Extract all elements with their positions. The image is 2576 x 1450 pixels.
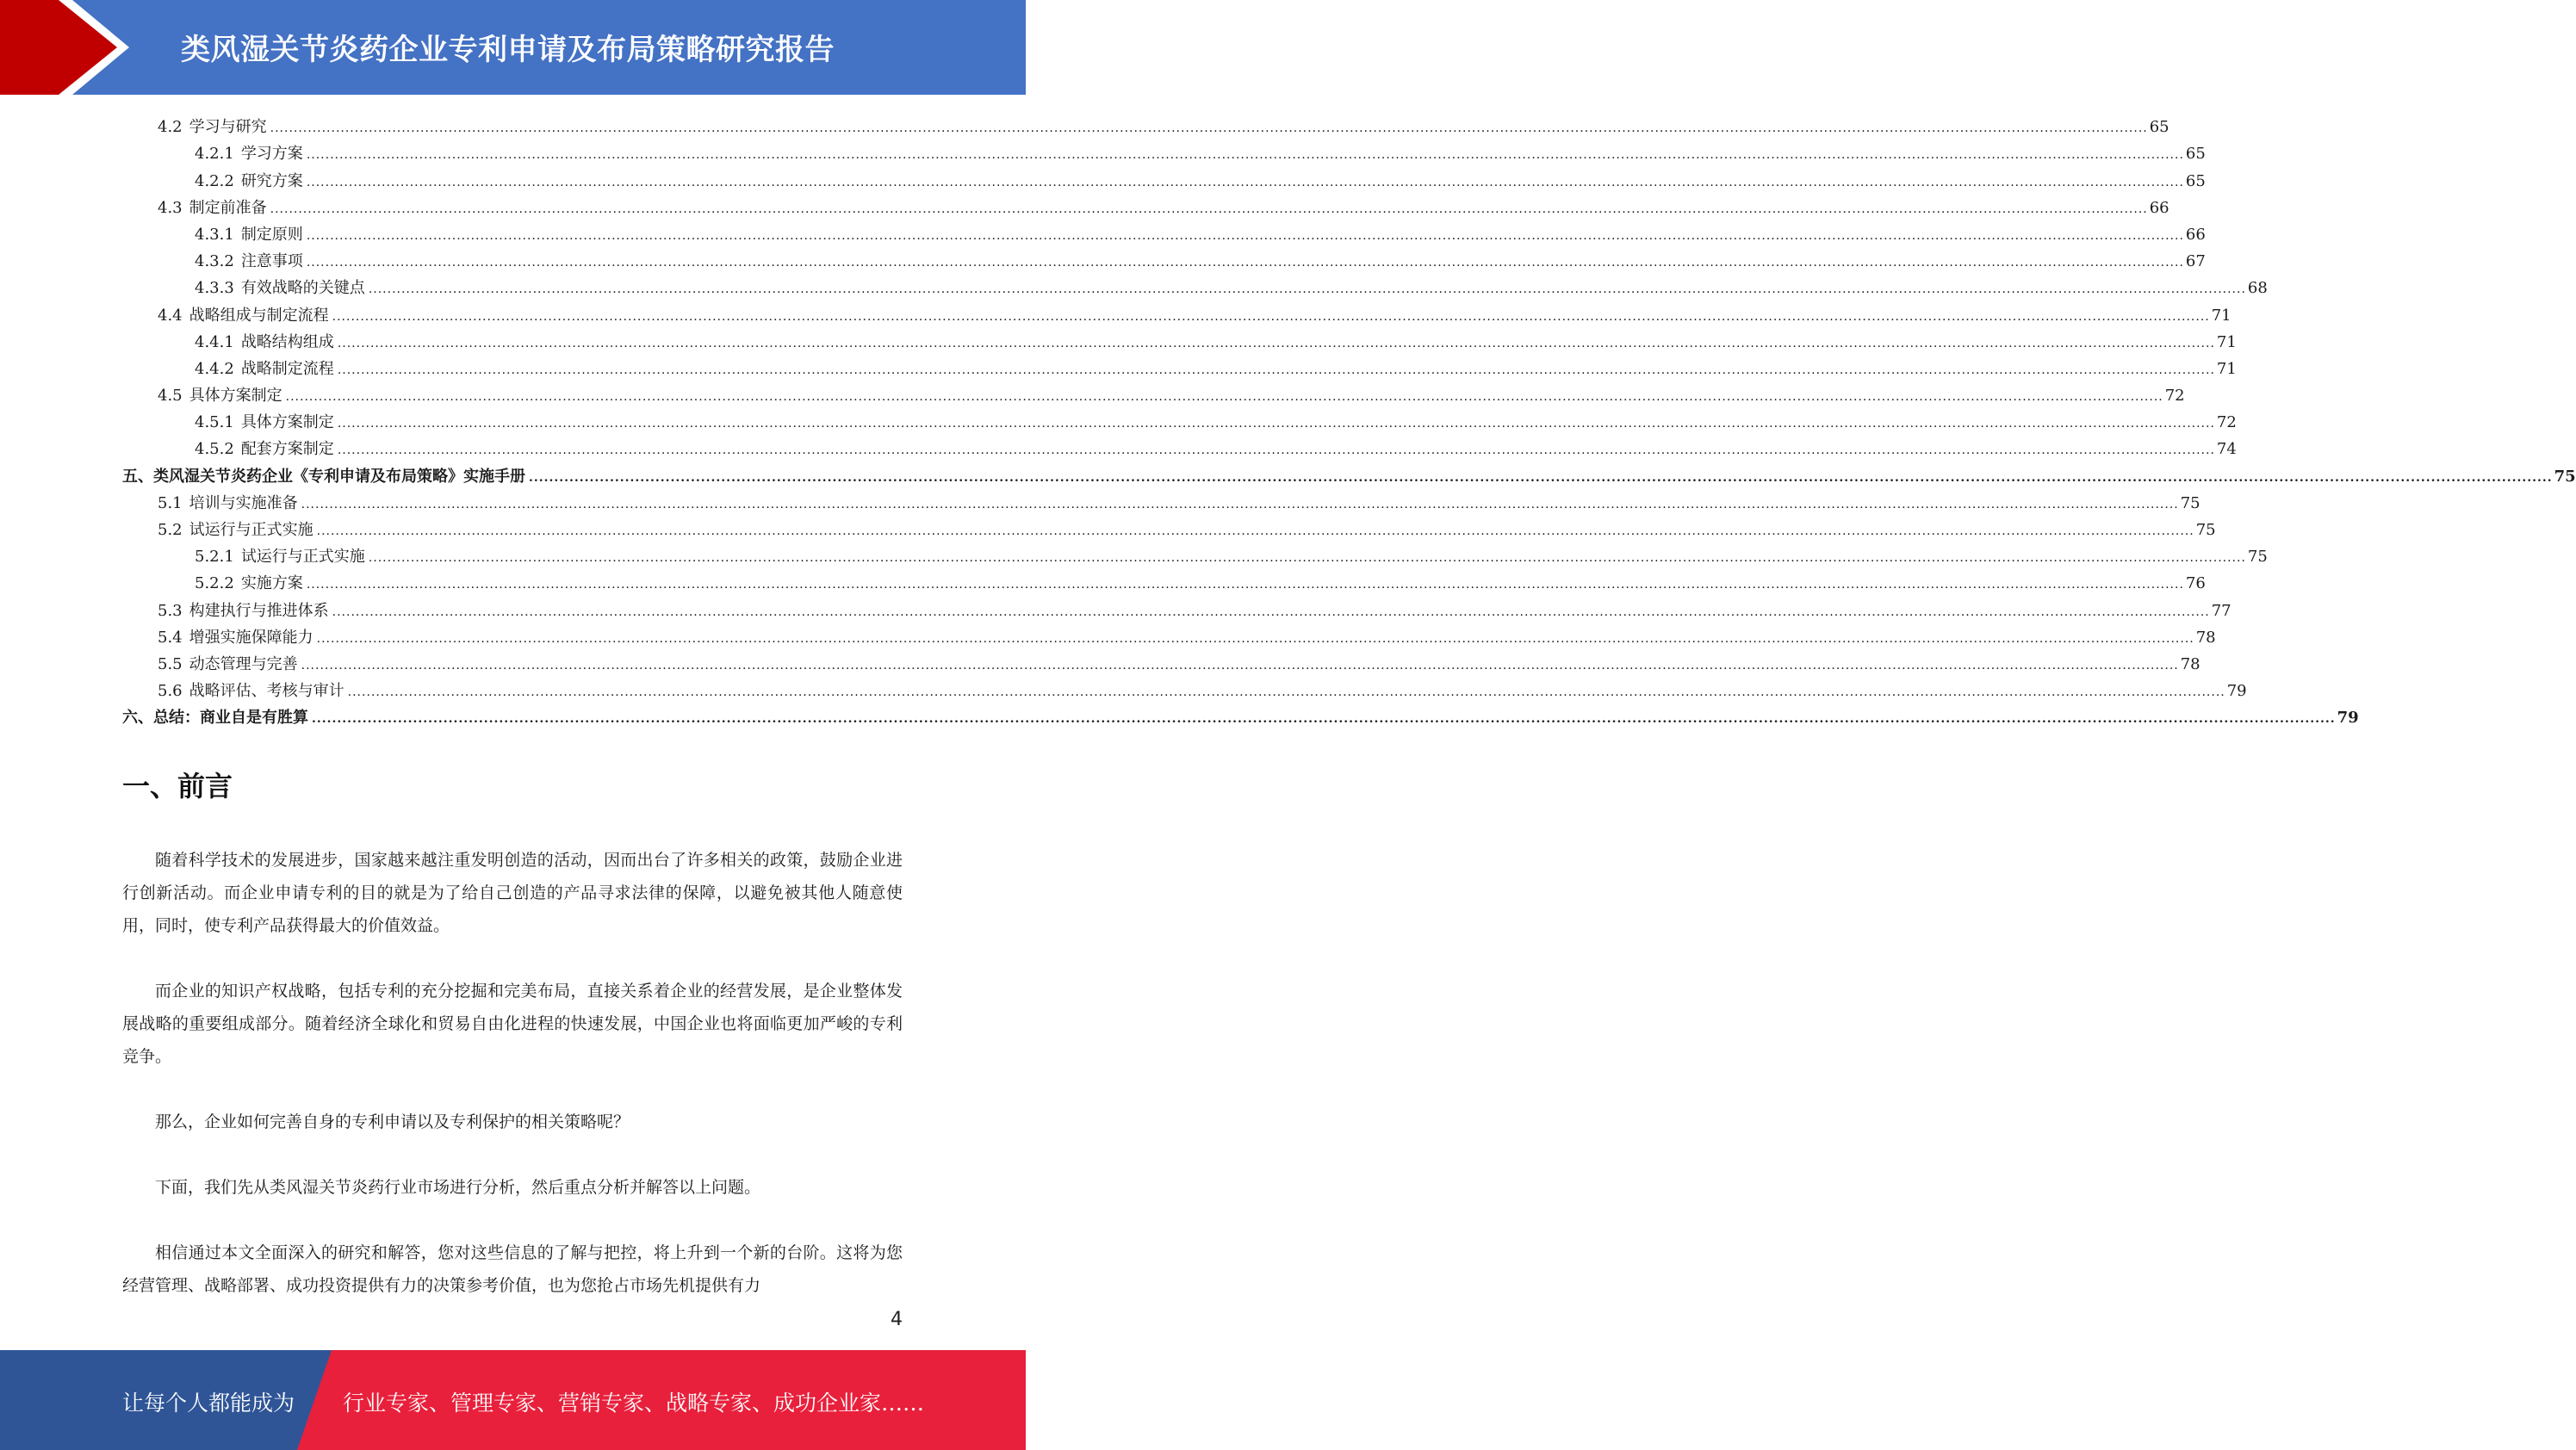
toc-entry-number: 4.3.2 [195,252,234,271]
toc-entry-title: 试运行与正式实施 [189,521,313,539]
toc-entry[interactable] [122,593,2231,620]
toc-entry-page: 66 [2185,225,2206,244]
toc-entry-number: 5.3 [158,601,183,620]
paragraph: 而企业的知识产权战略，包括专利的充分挖掘和完美布局，直接关系着企业的经营发展，是企业整体发展战略的重要组成部分。随着经济全球化和贸易自由化进程的快速发展，中国企业也将面临更加严峻的专利竞争。 [122,982,903,1066]
toc-entry-page: 71 [2216,332,2237,351]
toc-entry-page: 72 [2164,387,2185,406]
toc-entry-page: 77 [2211,601,2231,620]
toc-entry-number: 5.4 [158,628,183,647]
paragraph: 相信通过本文全面深入的研究和解答，您对这些信息的了解与把控，将上升到一个新的台阶。这将为您经营管理、战略部署、成功投资提供有力的决策参考价值，也为您抢占市场先机提供有力 [122,1243,903,1295]
toc-leader-dots: ................................................................................................................................................................................................................................................................................................................................................................................................................ [301,497,2179,511]
toc-entry[interactable] [122,379,2185,406]
toc-entry-page: 71 [2216,359,2237,378]
toc-entry-number: 5.1 [158,493,183,512]
toc-entry[interactable] [122,567,2206,593]
toc-entry-page: 71 [2211,306,2231,325]
section-title: 一、前言 [122,770,233,802]
toc-leader-dots: ................................................................................................................................................................................................................................................................................................................................................................................................................ [368,282,2246,297]
toc-entry-page: 72 [2216,413,2237,432]
report-title: 类风湿关节炎药企业专利申请及布局策略研究报告 [181,33,835,67]
toc-entry-page: 68 [2247,279,2268,298]
toc-entry-page: 66 [2149,198,2169,217]
toc-entry-number: 4.2.2 [195,171,234,190]
toc-entry-page: 79 [2337,709,2359,728]
toc-entry[interactable] [122,325,2237,352]
toc-entry-page: 75 [2180,493,2200,512]
toc-entry[interactable] [122,164,2206,190]
toc-entry[interactable] [122,540,2268,567]
toc-entry-number: 4.5.2 [195,440,234,459]
toc-entry-title: 学习方案 [240,145,303,164]
toc-entry-title: 增强实施保障能力 [189,628,313,647]
paragraph: 随着科学技术的发展进步，国家越来越注重发明创造的活动，因而出台了许多相关的政策，鼓励企业进行创新活动。而企业申请专利的目的就是为了给自己创造的产品寻求法律的保障，以避免被其他人随意使用，同时，使专利产品获得最大的价值效益。 [122,851,903,935]
toc-entry[interactable] [122,245,2206,271]
toc-leader-dots: ................................................................................................................................................................................................................................................................................................................................................................................................................ [306,175,2184,189]
toc-entry[interactable] [122,701,2359,728]
toc-entry-number: 4.5 [158,387,183,406]
toc-entry-title: 战略评估、考核与审计 [189,682,345,701]
toc-entry-title: 战略结构组成 [240,332,334,351]
toc-leader-dots: ................................................................................................................................................................................................................................................................................................................................................................................................................ [316,631,2194,646]
paragraph: 那么，企业如何完善自身的专利申请以及专利保护的相关策略呢？ [155,1112,630,1131]
toc-leader-dots: ................................................................................................................................................................................................................................................................................................................................................................................................................ [337,417,2215,431]
toc-entry-title: 动态管理与完善 [189,654,298,673]
toc-leader-dots: ................................................................................................................................................................................................................................................................................................................................................................................................................ [306,148,2184,163]
toc-entry-page: 78 [2195,628,2216,647]
toc-entry-title: 注意事项 [240,252,303,271]
footer-slogan-left: 让每个人都能成为 [122,1391,295,1416]
body-text [122,844,903,1302]
toc-entry-number: 5.2.2 [195,574,234,593]
toc-entry-page: 79 [2226,682,2247,701]
toc-leader-dots: ................................................................................................................................................................................................................................................................................................................................................................................................................ [285,390,2163,405]
toc-leader-dots: ................................................................................................................................................................................................................................................................................................................................................................................................................ [270,201,2148,216]
toc-leader-dots: ................................................................................................................................................................................................................................................................................................................................................................................................................ [529,470,2553,485]
toc-leader-dots: ................................................................................................................................................................................................................................................................................................................................................................................................................ [347,685,2225,700]
toc-entry-number: 5.2.1 [195,548,234,567]
toc-entry-title: 具体方案制定 [240,413,334,432]
toc-entry[interactable] [122,191,2169,218]
toc-entry-title: 具体方案制定 [189,387,282,406]
toc-leader-dots: ................................................................................................................................................................................................................................................................................................................................................................................................................ [337,443,2215,458]
toc-entry-title: 制定前准备 [189,198,267,217]
toc-entry[interactable] [122,271,2268,298]
toc-entry-number: 5.5 [158,654,183,673]
toc-entry-number: 4.2.1 [195,145,234,164]
toc-leader-dots: ................................................................................................................................................................................................................................................................................................................................................................................................................ [337,362,2215,377]
toc-entry-number: 4.5.1 [195,413,234,432]
toc-leader-dots: ................................................................................................................................................................................................................................................................................................................................................................................................................ [301,658,2179,672]
toc-entry-title: 制定原则 [240,225,303,244]
toc-entry-page: 65 [2185,171,2206,190]
toc-leader-dots: ................................................................................................................................................................................................................................................................................................................................................................................................................ [306,228,2184,243]
toc-leader-dots: ................................................................................................................................................................................................................................................................................................................................................................................................................ [270,121,2148,136]
toc-entry-number: 5.2 [158,521,183,539]
toc-entry-title: 构建执行与推进体系 [189,601,329,620]
page-number: 4 [891,1309,903,1330]
toc-entry[interactable] [122,298,2231,325]
toc-entry-page: 67 [2185,252,2206,271]
toc-entry-page: 75 [2195,521,2216,539]
toc-entry-number: 4.3.3 [195,279,234,298]
toc-leader-dots: ................................................................................................................................................................................................................................................................................................................................................................................................................ [316,524,2194,538]
toc-entry[interactable] [122,352,2237,379]
toc-leader-dots: ................................................................................................................................................................................................................................................................................................................................................................................................................ [368,551,2246,566]
toc-entry-number: 4.3 [158,198,183,217]
page-header [0,0,1026,95]
toc-entry-title: 实施方案 [240,574,303,593]
paragraph: 下面，我们先从类风湿关节炎药行业市场进行分析，然后重点分析并解答以上问题。 [155,1178,761,1197]
footer-slogan-right: 行业专家、管理专家、营销专家、战略专家、成功企业家…… [343,1391,925,1416]
toc-leader-dots: ................................................................................................................................................................................................................................................................................................................................................................................................................ [306,256,2184,270]
toc-entry-title: 战略制定流程 [240,359,334,378]
toc-entry-page: 65 [2149,118,2169,137]
toc-entry[interactable] [122,110,2169,137]
toc-entry-number: 4.3.1 [195,225,234,244]
toc-entry-page: 76 [2185,574,2206,593]
toc-entry[interactable] [122,674,2247,701]
toc-entry-title: 培训与实施准备 [189,493,298,512]
toc-entry-title: 试运行与正式实施 [240,548,365,567]
toc-entry-title: 研究方案 [240,171,303,190]
toc-entry-title: 配套方案制定 [240,440,334,459]
toc-entry-page: 75 [2554,467,2576,486]
toc-leader-dots: ................................................................................................................................................................................................................................................................................................................................................................................................................ [332,604,2210,619]
toc-entry[interactable] [122,137,2206,164]
toc-entry-page: 75 [2247,548,2268,567]
toc-leader-dots: ................................................................................................................................................................................................................................................................................................................................................................................................................ [337,336,2215,350]
toc-entry-title: 五、类风湿关节炎药企业《专利申请及布局策略》实施手册 [122,467,525,486]
toc-entry[interactable] [122,459,2576,486]
toc-entry-title: 六、总结：商业自是有胜算 [122,709,308,728]
toc-entry-number: 5.6 [158,682,183,701]
toc-entry[interactable] [122,432,2237,459]
toc-entry-number: 4.4 [158,306,183,325]
toc-entry[interactable] [122,648,2200,674]
table-of-contents [122,110,2576,728]
toc-entry-page: 65 [2185,145,2206,164]
toc-entry[interactable] [122,406,2237,432]
toc-entry[interactable] [122,218,2206,245]
toc-entry-number: 4.2 [158,118,183,137]
toc-entry[interactable] [122,513,2216,540]
toc-entry-title: 学习与研究 [189,118,267,137]
toc-entry-title: 战略组成与制定流程 [189,306,329,325]
toc-entry[interactable] [122,621,2216,648]
page-footer [0,1350,1026,1450]
toc-leader-dots: ................................................................................................................................................................................................................................................................................................................................................................................................................ [332,309,2210,324]
toc-entry[interactable] [122,486,2200,513]
toc-entry-number: 4.4.2 [195,359,234,378]
toc-leader-dots: ................................................................................................................................................................................................................................................................................................................................................................................................................ [306,578,2184,592]
toc-entry-page: 78 [2180,654,2200,673]
toc-entry-number: 4.4.1 [195,332,234,351]
toc-entry-title: 有效战略的关键点 [240,279,365,298]
toc-entry-page: 74 [2216,440,2237,459]
toc-leader-dots: ................................................................................................................................................................................................................................................................................................................................................................................................................ [312,712,2336,727]
